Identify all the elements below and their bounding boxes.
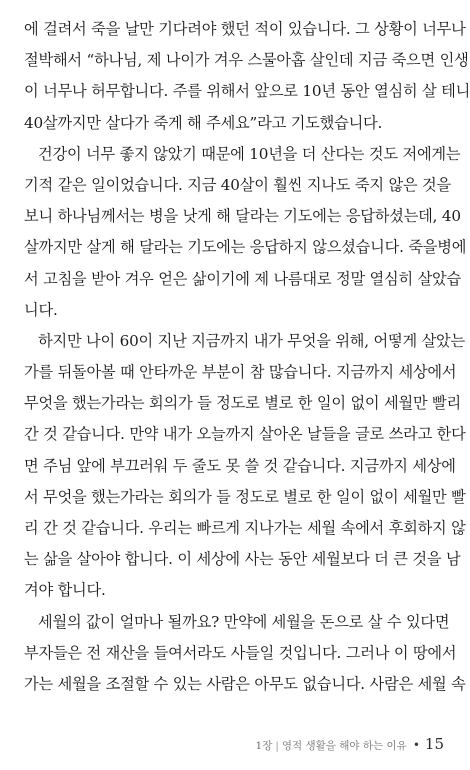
text-line: 서 고침을 받아 겨우 얻은 삶이기에 제 나름대로 정말 열심히 살았습 bbox=[24, 269, 461, 288]
text-line: 기적 같은 일이었습니다. 지금 40살이 훨씬 지나도 죽지 않은 것을 bbox=[24, 175, 451, 194]
body-text bbox=[24, 14, 470, 700]
running-title: 영적 생활을 해야 하는 이유 bbox=[281, 740, 407, 752]
text-line: 무엇을 했는가라는 회의가 들 정도로 별로 한 일이 없이 세월만 빨리 bbox=[24, 394, 461, 413]
text-line: 간 것 같습니다. 만약 내가 오늘까지 살아온 날들을 글로 쓰라고 한다 bbox=[24, 425, 466, 444]
text-line: 리 간 것 같습니다. 우리는 빠르게 지나가는 세월 속에서 후회하지 않 bbox=[24, 519, 466, 537]
text-line: 40살까지만 살다가 죽게 해 주세요”라고 기도했습니다. bbox=[24, 113, 383, 132]
page-footer bbox=[256, 735, 444, 753]
text-line: 보니 하나님께서는 병을 낫게 해 달라는 기도에는 응답하셨는데, 40 bbox=[24, 207, 461, 226]
page-number: 15 bbox=[424, 735, 444, 753]
footer-separator: | bbox=[275, 740, 279, 752]
text-line: 니다. bbox=[24, 300, 58, 319]
text-line: 절박해서 “하나님, 제 나이가 겨우 스물아홉 살인데 지금 죽으면 인생 bbox=[24, 51, 469, 70]
text-line: 에 걸려서 죽을 날만 기다려야 했던 적이 있습니다. 그 상황이 너무나 bbox=[24, 20, 466, 38]
text-line: 건강이 너무 좋지 않았기 때문에 10년을 더 산다는 것도 저에게는 bbox=[38, 144, 461, 163]
text-line: 세월의 값이 얼마나 될까요? 만약에 세월을 돈으로 살 수 있다면 bbox=[38, 612, 450, 631]
text-line: 면 주님 앞에 부끄러워 두 줄도 못 쓸 것 같습니다. 지금까지 세상에 bbox=[24, 456, 456, 475]
chapter-label: 1장 bbox=[255, 740, 273, 752]
text-line: 는 삶을 살아야 합니다. 이 세상에 사는 동안 세월보다 더 큰 것을 남 bbox=[24, 550, 461, 569]
text-line: 겨야 합니다. bbox=[24, 581, 106, 600]
text-line: 가는 세월을 조절할 수 있는 사람은 아무도 없습니다. 사람은 세월 속 bbox=[24, 674, 466, 693]
text-line: 하지만 나이 60이 지난 지금까지 내가 무엇을 위해, 어떻게 살았는 bbox=[38, 331, 465, 350]
text-line: 서 무엇을 했는가라는 회의가 들 정도로 별로 한 일이 없이 세월만 빨 bbox=[24, 487, 466, 506]
bullet-icon: • bbox=[412, 738, 420, 752]
text-line: 이 너무나 허무합니다. 주를 위해서 앞으로 10년 동안 열심히 살 테니 bbox=[24, 82, 470, 101]
text-line: 가를 뒤돌아볼 때 안타까운 부분이 참 많습니다. 지금까지 세상에서 bbox=[24, 363, 457, 382]
text-line: 살까지만 살게 해 달라는 기도에는 응답하지 않으셨습니다. 죽을병에 bbox=[24, 238, 467, 257]
text-line: 부자들은 전 재산을 들여서라도 사들일 것입니다. 그러나 이 땅에서 bbox=[24, 643, 457, 662]
